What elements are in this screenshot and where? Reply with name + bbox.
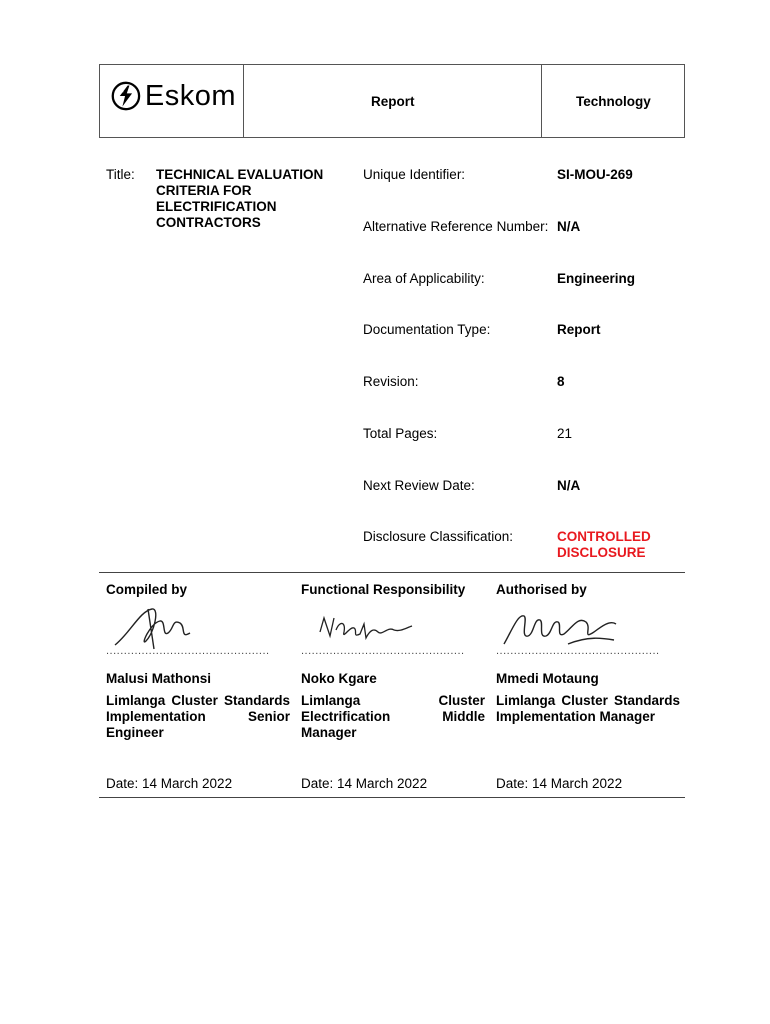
disclosure-line: DISCLOSURE: [557, 545, 646, 560]
meta-label-unique-identifier: Unique Identifier:: [363, 167, 466, 182]
meta-label-doc-type: Documentation Type:: [363, 322, 491, 337]
functional-responsibility-heading: Functional Responsibility: [301, 582, 466, 597]
division-label: Technology: [576, 94, 651, 109]
compiler-date: Date: 14 March 2022: [106, 776, 233, 791]
signoff-bottom-rule: [99, 797, 685, 798]
meta-label-total-pages: Total Pages:: [363, 426, 438, 441]
meta-value-doc-type: Report: [557, 322, 601, 337]
title-line: ELECTRIFICATION: [156, 199, 277, 214]
functional-responsible-name: Noko Kgare: [301, 671, 377, 686]
meta-value-next-review: N/A: [557, 478, 581, 493]
meta-label-revision: Revision:: [363, 374, 419, 389]
title-line: CRITERIA FOR: [156, 183, 252, 198]
disclosure-line: CONTROLLED: [557, 529, 651, 544]
meta-value-total-pages: 21: [557, 426, 573, 441]
header-divider: [541, 64, 542, 138]
eskom-emblem-icon: [111, 79, 141, 113]
meta-value-area: Engineering: [557, 271, 636, 286]
authoriser-role: Limlanga Cluster Standards Implementation Manager: [496, 693, 680, 724]
logo-text: Eskom: [144, 79, 236, 112]
signature-line: ..............................................: [301, 645, 465, 657]
signoff-top-rule: [99, 572, 685, 573]
functional-responsible-role: Limlanga Cluster Electrification Middle Manager: [301, 693, 485, 740]
doc-kind-label: Report: [371, 94, 415, 109]
compiler-role: Limlanga Cluster Standards Implementation Senior Engineer: [106, 693, 290, 740]
authoriser-name: Mmedi Motaung: [496, 671, 599, 686]
title-line: TECHNICAL EVALUATION: [156, 167, 324, 182]
eskom-logo: [111, 76, 236, 116]
meta-value-revision: 8: [557, 374, 565, 389]
meta-label-disclosure: Disclosure Classification:: [363, 529, 514, 544]
meta-label-area: Area of Applicability:: [363, 271, 485, 286]
compiler-name: Malusi Mathonsi: [106, 671, 212, 686]
compiled-by-heading: Compiled by: [106, 582, 188, 597]
title-line: CONTRACTORS: [156, 215, 261, 230]
title-label: Title:: [106, 167, 135, 182]
meta-value-disclosure: [557, 529, 651, 561]
signature-line: ..............................................: [106, 645, 270, 657]
meta-label-alt-reference: Alternative Reference Number:: [363, 219, 549, 234]
signature-mmedi-motaung: [498, 606, 623, 650]
functional-responsible-date: Date: 14 March 2022: [301, 776, 428, 791]
meta-label-next-review: Next Review Date:: [363, 478, 475, 493]
header-divider: [243, 64, 244, 138]
authorised-by-heading: Authorised by: [496, 582, 587, 597]
signature-line: ..............................................: [496, 645, 660, 657]
meta-value-unique-identifier: SI-MOU-269: [557, 167, 633, 182]
meta-value-alt-reference: N/A: [557, 219, 581, 234]
authoriser-date: Date: 14 March 2022: [496, 776, 623, 791]
document-title: [156, 167, 323, 231]
